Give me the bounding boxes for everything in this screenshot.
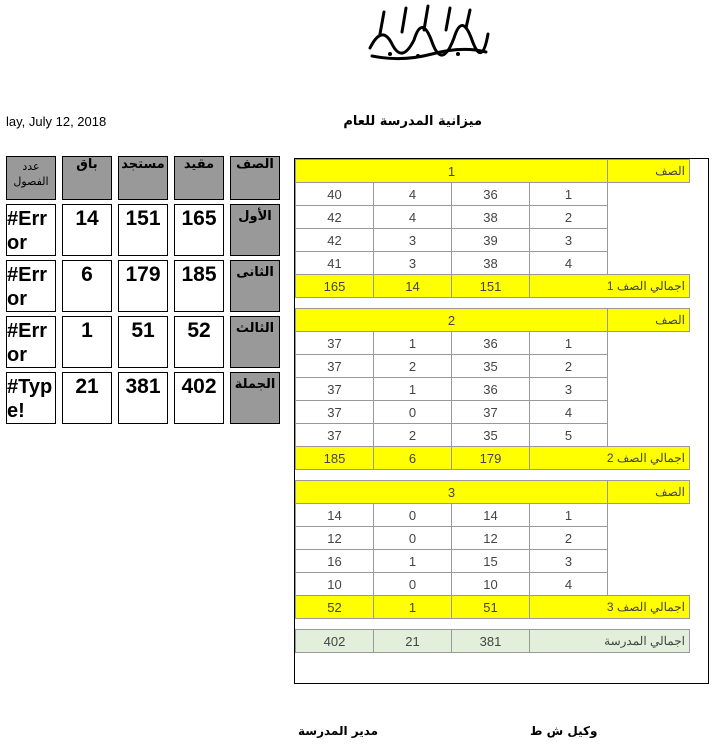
summary-row (6, 204, 280, 256)
table-cell: 14 (452, 504, 530, 527)
table-cell: 3 (374, 229, 452, 252)
table-cell: 4 (374, 183, 452, 206)
total-cell: 179 (452, 447, 530, 470)
table-cell: 42 (296, 206, 374, 229)
total-cell: 51 (452, 596, 530, 619)
table-cell: 5 (530, 424, 608, 447)
table-cell: 1 (374, 550, 452, 573)
school-total-cell: 21 (374, 630, 452, 653)
table-cell: 36 (452, 183, 530, 206)
table-cell: 16 (296, 550, 374, 573)
grade-header-row (296, 160, 690, 183)
grade-label: الصف (608, 309, 690, 332)
summary-row (6, 316, 280, 368)
table-cell: 4 (530, 252, 608, 275)
table-row (296, 424, 690, 447)
total-cell: 6 (374, 447, 452, 470)
table-cell: 35 (452, 355, 530, 378)
page-title: ميزانية المدرسة للعام (343, 114, 482, 129)
table-cell: 3 (374, 252, 452, 275)
table-cell: 2 (530, 355, 608, 378)
table-cell: 2 (374, 355, 452, 378)
table-cell: 0 (374, 527, 452, 550)
table-cell: 3 (530, 550, 608, 573)
summary-remaining: 21 (62, 372, 112, 424)
spacer-cell (296, 619, 690, 630)
table-cell: 0 (374, 504, 452, 527)
table-cell: 37 (296, 401, 374, 424)
table-cell: 40 (296, 183, 374, 206)
grade-number: 2 (296, 309, 608, 332)
spacer-cell (296, 470, 690, 481)
table-cell: 41 (296, 252, 374, 275)
table-row (296, 332, 690, 355)
total-cell: 185 (296, 447, 374, 470)
table-cell: 0 (374, 401, 452, 424)
table-cell: 4 (530, 573, 608, 596)
table-cell: 39 (452, 229, 530, 252)
empty-cell (608, 401, 690, 424)
table-cell: 14 (296, 504, 374, 527)
detail-table (295, 159, 690, 653)
grade-total-row (296, 275, 690, 298)
table-cell: 2 (530, 527, 608, 550)
header-grade: الصف (230, 156, 280, 200)
summary-enrolled: 185 (174, 260, 224, 312)
deputy-signature-label: وكيل ش ط (530, 724, 598, 738)
empty-cell (608, 229, 690, 252)
empty-cell (608, 206, 690, 229)
table-cell: 4 (530, 401, 608, 424)
table-row (296, 183, 690, 206)
principal-signature-label: مدير المدرسة (298, 724, 379, 738)
total-cell: 1 (374, 596, 452, 619)
empty-cell (608, 378, 690, 401)
summary-classes: #Type! (6, 372, 56, 424)
grade-total-label: اجمالي الصف 2 (530, 447, 690, 470)
table-cell: 3 (530, 378, 608, 401)
summary-row (6, 260, 280, 312)
empty-cell (608, 504, 690, 527)
table-cell: 36 (452, 332, 530, 355)
table-cell: 10 (452, 573, 530, 596)
table-cell: 2 (374, 424, 452, 447)
grade-total-row (296, 596, 690, 619)
table-cell: 4 (374, 206, 452, 229)
grade-header-row (296, 481, 690, 504)
summary-classes: #Error (6, 204, 56, 256)
empty-cell (608, 355, 690, 378)
summary-new: 179 (118, 260, 168, 312)
table-cell: 3 (530, 229, 608, 252)
empty-cell (608, 573, 690, 596)
summary-enrolled: 52 (174, 316, 224, 368)
school-total-cell: 402 (296, 630, 374, 653)
header-classes: عدد الفصول (6, 156, 56, 200)
table-cell: 37 (296, 355, 374, 378)
grade-total-label: اجمالي الصف 3 (530, 596, 690, 619)
table-row (296, 550, 690, 573)
summary-grade-label: الثانى (230, 260, 280, 312)
grade-number: 1 (296, 160, 608, 183)
table-cell: 1 (374, 332, 452, 355)
total-cell: 52 (296, 596, 374, 619)
empty-cell (608, 527, 690, 550)
table-row (296, 229, 690, 252)
total-cell: 165 (296, 275, 374, 298)
table-cell: 36 (452, 378, 530, 401)
table-cell: 2 (530, 206, 608, 229)
basmala-calligraphy (362, 4, 492, 62)
summary-remaining: 14 (62, 204, 112, 256)
table-row (296, 504, 690, 527)
table-cell: 0 (374, 573, 452, 596)
grade-total-label: اجمالي الصف 1 (530, 275, 690, 298)
grade-header-row (296, 309, 690, 332)
table-cell: 37 (452, 401, 530, 424)
header-new: مستجد (118, 156, 168, 200)
grade-total-row (296, 447, 690, 470)
table-cell: 35 (452, 424, 530, 447)
table-cell: 38 (452, 206, 530, 229)
table-row (296, 401, 690, 424)
summary-enrolled: 402 (174, 372, 224, 424)
summary-classes: #Error (6, 260, 56, 312)
spacer-cell (296, 298, 690, 309)
empty-cell (608, 183, 690, 206)
table-cell: 1 (530, 183, 608, 206)
table-row (296, 378, 690, 401)
table-cell: 12 (296, 527, 374, 550)
table-cell: 37 (296, 424, 374, 447)
report-date: lay, July 12, 2018 (6, 114, 107, 129)
table-cell: 10 (296, 573, 374, 596)
summary-enrolled: 165 (174, 204, 224, 256)
empty-cell (608, 332, 690, 355)
summary-grade-label: الثالث (230, 316, 280, 368)
table-row (296, 573, 690, 596)
summary-table (0, 152, 286, 428)
table-row (296, 355, 690, 378)
total-cell: 14 (374, 275, 452, 298)
empty-cell (608, 550, 690, 573)
grade-label: الصف (608, 160, 690, 183)
table-cell: 37 (296, 378, 374, 401)
spacer-row (296, 619, 690, 630)
spacer-row (296, 298, 690, 309)
table-cell: 1 (530, 332, 608, 355)
summary-new: 381 (118, 372, 168, 424)
summary-remaining: 1 (62, 316, 112, 368)
school-total-row (296, 630, 690, 653)
table-cell: 1 (374, 378, 452, 401)
grade-number: 3 (296, 481, 608, 504)
table-cell: 37 (296, 332, 374, 355)
table-cell: 15 (452, 550, 530, 573)
table-row (296, 527, 690, 550)
summary-new: 151 (118, 204, 168, 256)
summary-new: 51 (118, 316, 168, 368)
header-enrolled: مقيد (174, 156, 224, 200)
header-remaining: باق (62, 156, 112, 200)
school-total-cell: 381 (452, 630, 530, 653)
empty-cell (608, 424, 690, 447)
summary-total-row (6, 372, 280, 424)
table-cell: 1 (530, 504, 608, 527)
grade-label: الصف (608, 481, 690, 504)
spacer-row (296, 470, 690, 481)
summary-grade-label: الأول (230, 204, 280, 256)
table-row (296, 252, 690, 275)
summary-grade-label: الجملة (230, 372, 280, 424)
summary-remaining: 6 (62, 260, 112, 312)
summary-classes: #Error (6, 316, 56, 368)
table-cell: 42 (296, 229, 374, 252)
school-total-label: اجمالي المدرسة (530, 630, 690, 653)
total-cell: 151 (452, 275, 530, 298)
table-cell: 38 (452, 252, 530, 275)
table-cell: 12 (452, 527, 530, 550)
empty-cell (608, 252, 690, 275)
summary-header-row (6, 156, 280, 200)
table-row (296, 206, 690, 229)
